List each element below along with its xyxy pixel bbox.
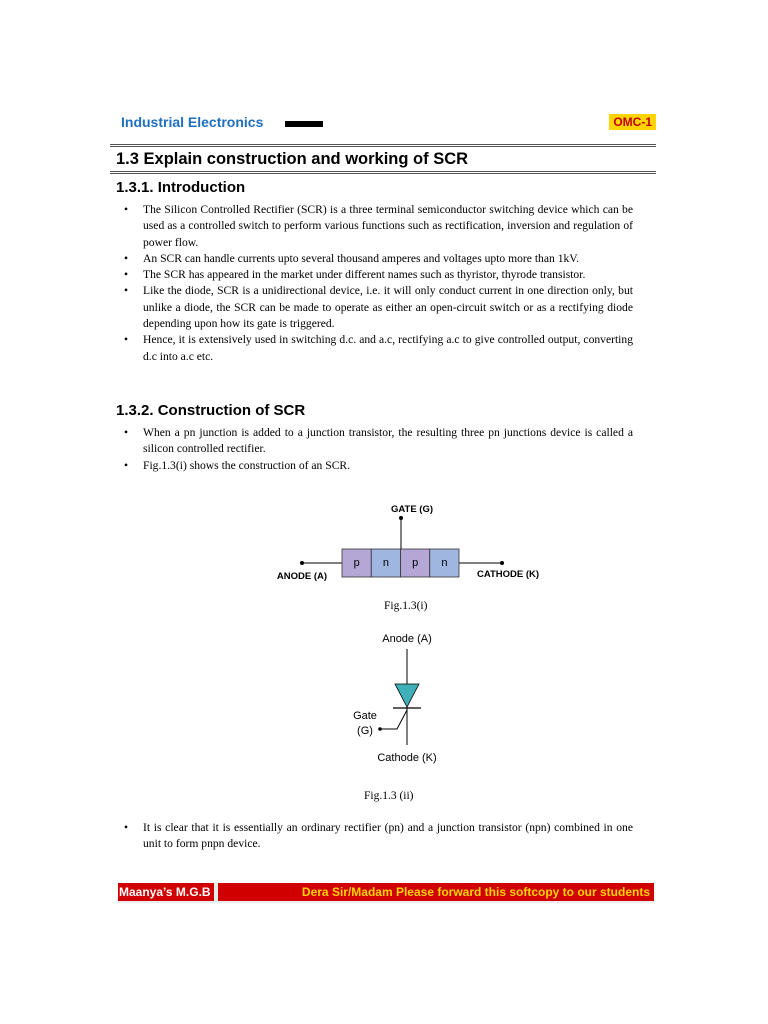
- gate-label: GATE (G): [390, 504, 434, 515]
- list-item: • It is clear that it is essentially an ordinary rectifier (pn) and a junction transistor (npn) combined in one unit to form pnpn device.: [118, 820, 633, 853]
- subject-title: Industrial Electronics: [121, 114, 264, 130]
- symbol-gate-label-2: (G): [357, 725, 373, 737]
- symbol-cathode-label: Cathode (K): [377, 752, 437, 764]
- footer-author: Maanya’s M.G.B: [118, 883, 214, 901]
- anode-label: ANODE (A): [276, 571, 328, 582]
- layer-label: n: [441, 557, 448, 569]
- pnpn-layers: [342, 549, 459, 577]
- figure1-caption: Fig.1.3(i): [384, 600, 428, 612]
- cathode-terminal: [500, 561, 504, 565]
- symbol-gate-label: Gate: [353, 710, 377, 722]
- list-item: • Fig.1.3(i) shows the construction of an SCR.: [118, 458, 633, 474]
- list-item: • Like the diode, SCR is a unidirectional device, i.e. it will only conduct current in one direction only, but unlike a diode, the SCR can be made to operate as either an open-circuit switch or as a rectifying diode depending upon how its gate is triggered.: [118, 283, 633, 332]
- list-item: • When a pn junction is added to a junction transistor, the resulting three pn junctions device is called a silicon controlled rectifier.: [118, 425, 633, 458]
- layer-label: n: [382, 557, 389, 569]
- intro-heading: 1.3.1. Introduction: [116, 179, 246, 196]
- page-footer: [118, 883, 654, 903]
- list-item: • Hence, it is extensively used in switching d.c. and a.c, rectifying a.c to give controlled output, converting d.c into a.c etc.: [118, 332, 633, 365]
- chapter-title: 1.3 Explain construction and working of SCR: [116, 150, 469, 168]
- gate-terminal: [399, 516, 403, 520]
- list-item: • The SCR has appeared in the market under different names such as thyristor, thyrode transistor.: [118, 267, 633, 283]
- list-item: • The Silicon Controlled Rectifier (SCR) is a three terminal semiconductor switching device which can be used as a controlled switch to perform various functions such as rectification, inversion and regulation of power flow.: [118, 202, 633, 251]
- figure2-caption: Fig.1.3 (ii): [364, 790, 414, 802]
- anode-terminal: [300, 561, 304, 565]
- cathode-label: CATHODE (K): [476, 569, 540, 580]
- layer-label: p: [353, 557, 360, 569]
- construction-heading: 1.3.2. Construction of SCR: [116, 402, 306, 419]
- final-list: [118, 820, 633, 853]
- footer-note: Dera Sir/Madam Please forward this softcopy to our students: [301, 885, 650, 899]
- layer-label: p: [412, 557, 419, 569]
- diode-triangle-icon: [395, 684, 419, 707]
- symbol-anode-label: Anode (A): [382, 633, 432, 645]
- gate-lead-symbol: [380, 710, 407, 729]
- course-code-badge: OMC-1: [609, 114, 656, 130]
- symbol-gate-terminal: [378, 727, 382, 731]
- list-item: • An SCR can handle currents upto several thousand amperes and voltages upto more than 1kV.: [118, 251, 633, 267]
